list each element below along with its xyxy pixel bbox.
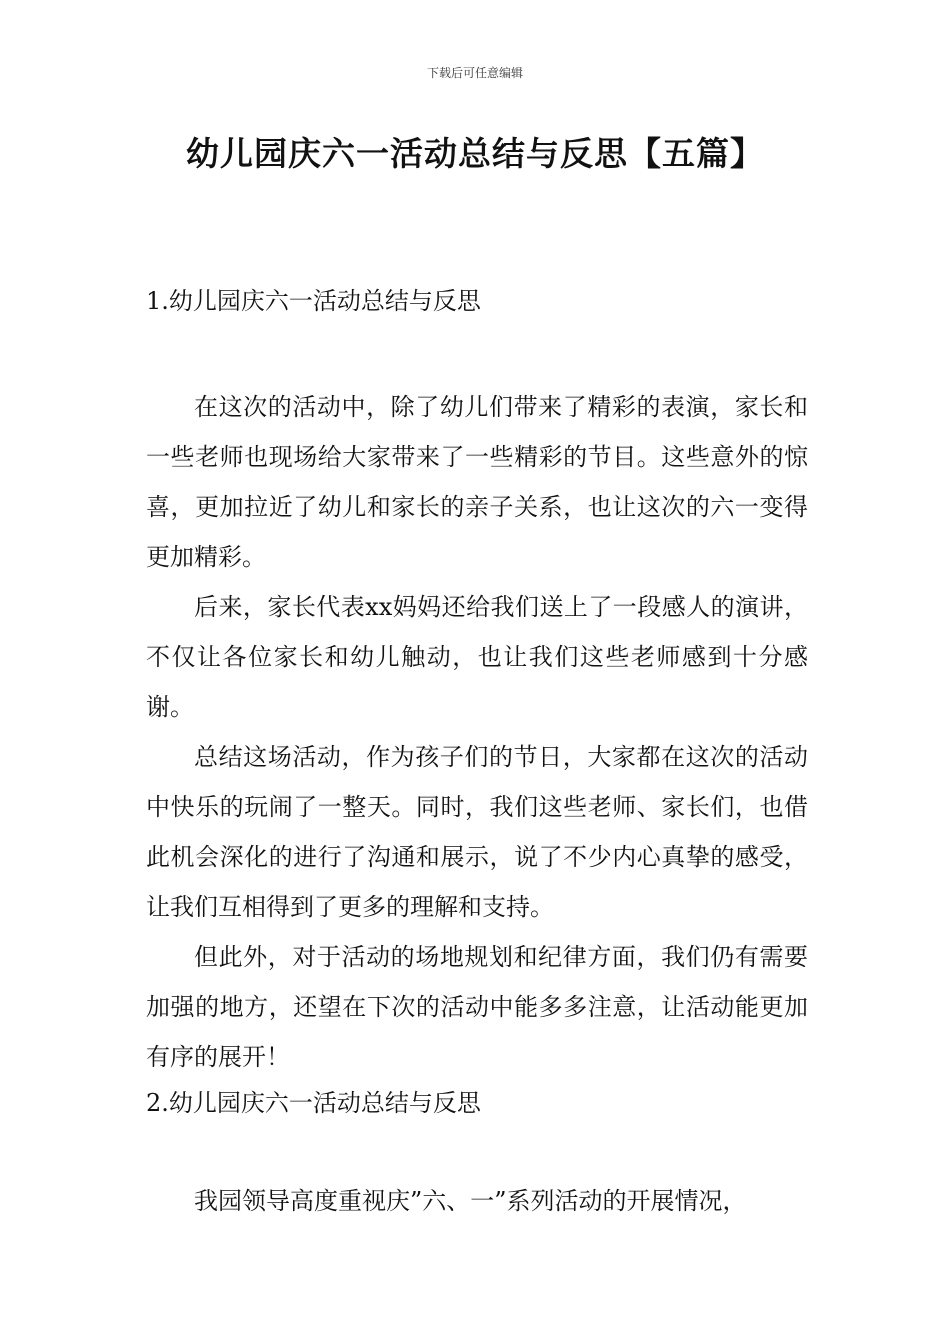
paragraph: 后来，家长代表xx妈妈还给我们送上了一段感人的演讲，不仅让各位家长和幼儿触动，也让我们这些老师感到十分感谢。 [146, 593, 808, 721]
paragraph: 总结这场活动，作为孩子们的节日，大家都在这次的活动中快乐的玩闹了一整天。同时，我们这些老师、家长们，也借此机会深化的进行了沟通和展示，说了不少内心真挚的感受，让我们互相得到了更多的理解和支持。 [146, 743, 808, 921]
section-heading: 2.幼儿园庆六一活动总结与反思 [146, 1089, 481, 1117]
document-body [146, 280, 808, 1226]
document-title: 幼儿园庆六一活动总结与反思【五篇】 [186, 134, 764, 173]
section-2 [146, 1082, 808, 1226]
header-note: 下载后可任意编辑 [426, 66, 523, 80]
paragraph: 但此外，对于活动的场地规划和纪律方面，我们仍有需要加强的地方，还望在下次的活动中能多多注意，让活动能更加有序的展开！ [146, 943, 808, 1071]
paragraph: 我园领导高度重视庆”六、一”系列活动的开展情况， [194, 1187, 747, 1215]
section-heading: 1.幼儿园庆六一活动总结与反思 [146, 287, 481, 315]
paragraph: 在这次的活动中，除了幼儿们带来了精彩的表演，家长和一些老师也现场给大家带来了一些精彩的节目。这些意外的惊喜，更加拉近了幼儿和家长的亲子关系，也让这次的六一变得更加精彩。 [146, 393, 808, 571]
section-1 [146, 280, 808, 1082]
